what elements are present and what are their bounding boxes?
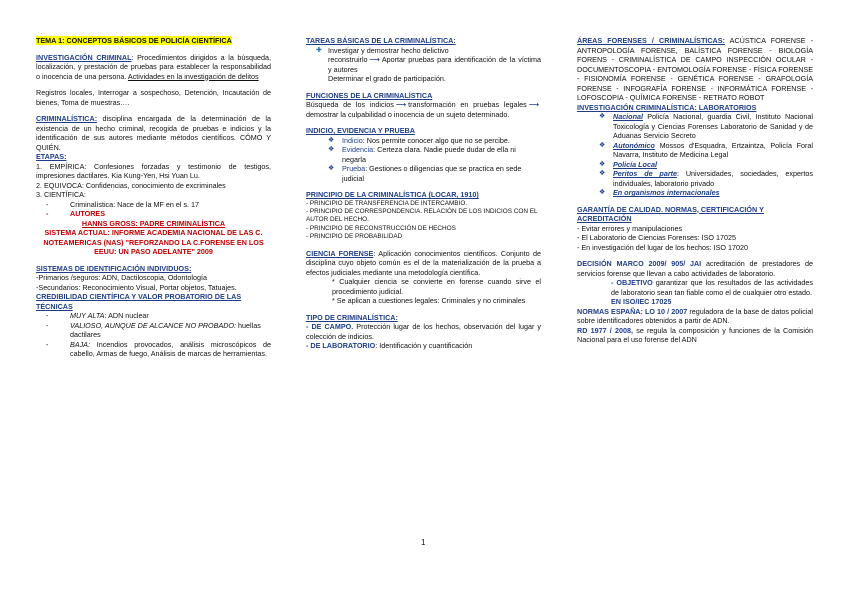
tareas-list: ✚ Investigar y demostrar hecho delictivo reconstruirlo ⟶ Aportar pruebas para identificación de la víctima y autores Determinar el grado de participación.	[316, 45, 541, 83]
principio-heading: PRINCIPIO DE LA CRIMINALÍSTICA (LOCAR, 1910)	[306, 190, 479, 199]
investigacion-criminal-paragraph: INVESTIGACIÓN CRIMINAL: Procedimientos dirigidos a la búsqueda, localización, y prestación de pruebas para establecer la responsabilidad o inocencia de una persona. Actividades en la investigación de delitos	[36, 52, 272, 81]
valioso-item: - VALIOSO, AUNQUE DE ALCANCE NO PROBADO: huellas dactilares	[36, 321, 271, 340]
diamond-icon: ❖	[599, 113, 606, 120]
hanns-gross: HANNS GROSS: PADRE CRIMINALÍSTICA	[81, 218, 226, 228]
organismos-item: ❖ En organismos internacionales	[599, 188, 720, 197]
diamond-icon: ❖	[328, 146, 335, 153]
normas-espana-paragraph: NORMAS ESPAÑA: LO 10 / 2007 reguladora de la base de datos policial sobre identificadores obtenidos a partir de ADN.	[577, 306, 813, 325]
secundarios-text: -Secundarios: Reconocimiento Visual, Portar objetos, Tatuajes.	[36, 282, 237, 292]
primarios-text: -Primarios /seguros: ADN, Dactiloscopia, Odontología	[36, 273, 207, 282]
garantia-heading: GARANTÍA DE CALIDAD. NORMAS, CERTIFICACIÓN Y ACREDITACIÓN	[577, 204, 764, 223]
indicio-heading: INDICIO, EVIDENCIA Y PRUEBA	[306, 126, 415, 135]
de-campo-item: - DE CAMPO. Protección lugar de los hechos, observación del lugar y colección de indicios.	[306, 322, 541, 341]
etapa-2: 2. EQUIVOCA: Confidencias, conocimiento de excriminales	[36, 180, 226, 190]
arrow-icon: ⟶	[369, 55, 380, 64]
principio-4: - PRINCIPIO DE PROBABILIDAD	[306, 233, 403, 241]
decision-marco-paragraph: DECISIÓN MARCO 2009/ 905/ JAI acreditación de prestadores de servicios forense que llevan a cabo actividades de laboratorio.	[577, 259, 813, 278]
diamond-icon: ❖	[328, 136, 335, 144]
cross-arrow-icon: ✚	[316, 46, 322, 54]
arrow-icon: ⟶	[528, 100, 539, 109]
diamond-icon: ❖	[599, 141, 606, 149]
tipo-heading: TIPO DE CRIMINALÍSTICA:	[306, 312, 398, 322]
nacional-item: ❖ Nacional Policía Nacional, guardia Civil, Instituto Nacional Toxicología y Ciencias Forenses Laboratorio de Sanidad y de Aduanas Servicio Secreto	[599, 112, 813, 140]
funciones-text: Búsqueda de los indicios ⟶ transformación en pruebas legales ⟶demostrar la culpabilidad o inocencia de un sujeto determinado.	[306, 100, 539, 119]
etapas-heading: ETAPAS:	[36, 152, 67, 161]
garantia-item-3: - En investigación del lugar de los hechos: ISO 17020	[577, 242, 749, 252]
areas-forenses-paragraph: ÁREAS FORENSES / CRIMINALÍSTICAS: ACÚSTICA FORENSE -ANTROPOLOGÍA FORENSE, BALÍSTICA FORENSE - BIOLOGÍA FORENS - CRIMINALÍSTICA DE CAMPO INSPECCIÓN OCULAR - DOCUMENTOSCOPIA - ENTOMOLOGÍA FORENSE - FÍSICA FORENSE - FISIONOMÍA FORENSE - GENÉTICA FORENSE - GRAFOLOGÍA FORENSE - INFOGRAFÍA FORENSE - INFORMÁTICA FORENSE - LOFOSCOPIA - QUÍMICA FORENSE - RETRATO ROBOT	[577, 36, 813, 102]
etapa-1: 1. EMPÍRICA: Confesiones forzadas y testimonio de testigos, impresiones dactilares. Kia Kung-Yen, Hsi Yuan Lu.	[36, 161, 271, 180]
tareas-heading: TAREAS BÁSICAS DE LA CRIMINALÍSTICA:	[306, 36, 456, 45]
policia-local-item: ❖ Policía Local	[599, 159, 657, 169]
ciencia-note-1: * Cualquier ciencia se convierte en forense cuando sirve el procedimiento judicial.	[332, 277, 541, 296]
principio-1: - PRINCIPIO DE TRANSFERENCIA DE INTERCAMBIO.	[306, 199, 468, 207]
column-right	[577, 36, 813, 345]
etapa-3: 3. CIENTÍFICA:	[36, 190, 86, 199]
principio-2: - PRINCIPIO DE CORRESPONDENCIA. RELACIÓN DE LOS INDICIOS CON EL AUTOR DEL HECHO.	[306, 207, 538, 224]
prueba-item: ❖ Prueba: Gestiones o diligencias que se practica en sede judicial	[328, 164, 522, 183]
rd-paragraph: RD 1977 / 2008, se regula la composición y funciones de la Comisión Nacional para el uso forense del ADN	[577, 325, 813, 344]
iso-label: EN ISO/IEC 17025	[611, 297, 672, 306]
autores-label: - AUTORES	[36, 209, 271, 219]
diamond-icon: ❖	[328, 165, 335, 172]
criminalistica-paragraph: CRIMINALÍSTICA: disciplina encargada de la determinación de la existencia de un hecho criminal, recogida de pruebas e indicios y la identificación de sus autores mediante métodos científicos. CÓMO Y QUIÉN.	[36, 114, 271, 152]
sistema-actual: SISTEMA ACTUAL: INFORME ACADEMIA NACIONAL DE LAS C. NOTEAMERICAS (NAS) "REFORZANDO LA C.FORENSE EN LOS EEUU: UN PASO ADELANTE" 2009	[43, 228, 264, 256]
funciones-heading: FUNCIONES DE LA CRIMINALÍSTICA	[306, 90, 433, 100]
indicio-item: ❖ Indicio: Nos permite conocer algo que no se percibe.	[328, 135, 510, 145]
sistemas-identificacion-heading: SISTEMAS DE IDENTIFICACIÓN INDIVIDUOS:	[36, 263, 192, 273]
autonomico-item: ❖ Autonómico Mossos d'Esquadra, Ertzaintza, Policía Foral Navarra, Instituto de Medicina Legal	[599, 140, 813, 159]
diamond-icon: ❖	[599, 170, 606, 177]
etapa-3-item: - Criminalística: Nace de la MF en el s. 17	[36, 200, 271, 210]
credibilidad-heading: CREDIBILIDAD CIENTÍFICA Y VALOR PROBATORIO DE LAS TÉCNICAS	[36, 292, 242, 311]
column-left	[36, 36, 271, 359]
ciencia-note-2: * Se aplican a cuestiones legales: Criminales y no criminales	[332, 296, 526, 306]
page-number: 1	[421, 538, 426, 547]
column-middle	[306, 36, 541, 351]
principio-3: - PRINCIPIO DE RECONSTRUCCIÓN DE HECHOS	[306, 224, 456, 232]
evidencia-item: ❖ Evidencia: Certeza clara. Nadie puede dudar de ella ni negarla	[328, 145, 516, 164]
actividades-link: Actividades en la investigación de delitos	[127, 71, 259, 81]
baja-item: - BAJA: Incendios provocados, análisis microscópicos de cabello, Armas de fuego, Análisis de marcas de herramientas.	[36, 340, 271, 359]
document-title: TEMA 1: CONCEPTOS BÁSICOS DE POLICÍA CIENTÍFICA	[36, 36, 232, 45]
peritos-item: ❖ Peritos de parte: Universidades, sociedades, expertos individuales, laboratorio privado	[599, 169, 813, 188]
arrow-icon: ⟶	[395, 100, 407, 109]
investigacion-criminalistica-heading: INVESTIGACIÓN CRIMINALÍSTICA: LABORATORIOS	[577, 102, 757, 112]
ciencia-forense-paragraph: CIENCIA FORENSE: Aplicación conocimientos científicos. Conjunto de disciplina cuyo objeto común es el de la materialización de la prueba a efectos judiciales mediante una metodología científica.	[306, 248, 541, 277]
diamond-icon: ❖	[599, 160, 606, 168]
muy-alta-item: - MUY ALTA: ADN nuclear	[36, 311, 271, 321]
objetivo-paragraph: - OBJETIVO garantizar que los resultados de las actividades de laboratorio sean tan fiable como el de cualquier otro estado.	[611, 278, 813, 297]
de-laboratorio-item: - DE LABORATORIO: Identificación y cuantificación	[306, 341, 473, 351]
garantia-item-1: - Evitar errores y manipulaciones	[577, 223, 683, 233]
diamond-icon: ❖	[599, 189, 606, 196]
activities-text: Registros locales, Interrogar a sospechoso, Detención, Incautación de bienes, Toma de muestras….	[36, 88, 271, 107]
garantia-item-2: - El Laboratorio de Ciencias Forenses: ISO 17025	[577, 233, 737, 242]
